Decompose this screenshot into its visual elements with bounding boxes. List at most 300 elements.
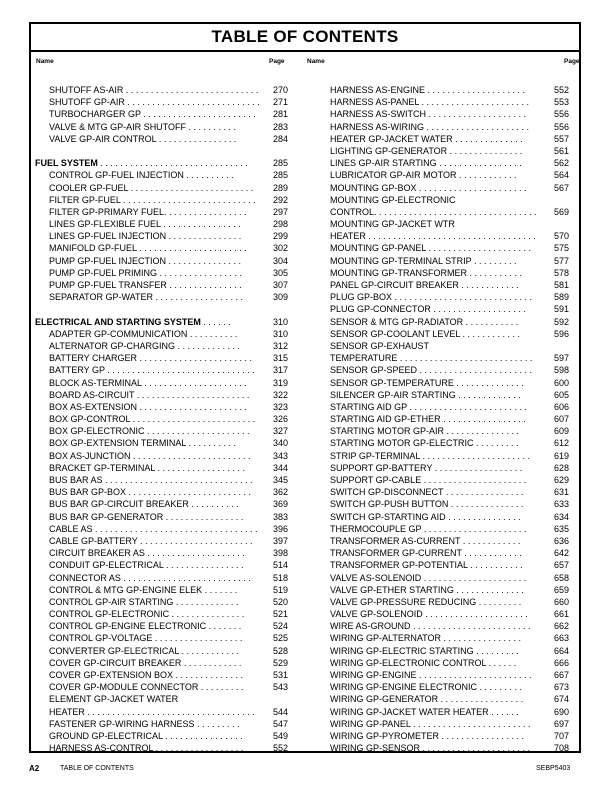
toc-entry[interactable] <box>35 632 288 644</box>
toc-entry[interactable] <box>316 206 569 218</box>
entry-page-number: 553 <box>553 97 569 108</box>
toc-entry[interactable] <box>35 535 288 547</box>
entry-label: TRANSFORMER GP-POTENTIAL . . . . . . . . . . . <box>330 560 523 571</box>
entry-page-number: 628 <box>553 462 569 473</box>
entry-label: MANIFOLD GP-FUEL . . . . . . . . . . . . . . . . . . . . . . <box>49 243 247 254</box>
entry-page-number: 549 <box>272 730 288 741</box>
toc-entry[interactable] <box>35 547 288 559</box>
left-column <box>35 84 288 754</box>
toc-entry[interactable] <box>316 450 569 462</box>
entry-label: WIRING GP-ENGINE ELECTRONIC . . . . . . . . . <box>330 682 523 693</box>
toc-entry[interactable] <box>35 242 288 254</box>
toc-entry[interactable] <box>35 328 288 340</box>
entry-label: PUMP GP-FUEL PRIMING . . . . . . . . . . . . . . . . . <box>49 267 243 278</box>
toc-entry[interactable] <box>316 230 569 242</box>
entry-label: VALVE GP-SOLENOID . . . . . . . . . . . . . . . . . . . . . <box>330 609 528 620</box>
entry-label: TEMPERATURE . . . . . . . . . . . . . . . . . . . . . . . . . . . <box>330 353 533 364</box>
entry-label: SENSOR GP-COOLANT LEVEL . . . . . . . . . . . . <box>330 328 521 339</box>
toc-entry[interactable] <box>316 462 569 474</box>
toc-entry[interactable] <box>35 401 288 413</box>
entry-page-number: 662 <box>553 621 569 632</box>
entry-page-number: 285 <box>272 158 288 169</box>
entry-label: CONNECTOR AS . . . . . . . . . . . . . . . . . . . . . . . . . . <box>49 572 251 583</box>
entry-label: STRIP GP-TERMINAL . . . . . . . . . . . . . . . . . . . . . . <box>330 450 531 461</box>
entry-page-number: 292 <box>272 194 288 205</box>
entry-page-number: 609 <box>553 426 569 437</box>
entry-page-number: 552 <box>272 743 288 754</box>
entry-page-number: 289 <box>272 182 288 193</box>
toc-entry[interactable] <box>316 669 569 681</box>
toc-entry[interactable] <box>316 377 569 389</box>
entry-page-number: 514 <box>272 560 288 571</box>
entry-page-number: 317 <box>272 365 288 376</box>
entry-label: CONTROL GP-FUEL INJECTION . . . . . . . . . . <box>49 170 234 181</box>
entry-label: BUS BAR GP-CIRCUIT BREAKER . . . . . . . . . . <box>49 499 239 510</box>
toc-entry[interactable] <box>316 121 569 133</box>
entry-label: LUBRICATOR GP-AIR MOTOR . . . . . . . . . . . . <box>330 170 517 181</box>
entry-page-number: 543 <box>272 682 288 693</box>
toc-entry[interactable] <box>316 535 569 547</box>
toc-entry[interactable] <box>35 121 288 133</box>
footer-page-code: A2 <box>29 764 40 773</box>
toc-entry[interactable] <box>35 218 288 230</box>
toc-entry[interactable] <box>35 84 288 96</box>
entry-page-number: 299 <box>272 231 288 242</box>
right-page-header: Page <box>564 58 580 65</box>
entry-page-number: 552 <box>553 85 569 95</box>
toc-entry[interactable] <box>316 620 569 632</box>
entry-label: BATTERY CHARGER . . . . . . . . . . . . . . . . . . . . . . . <box>49 353 253 364</box>
toc-entry[interactable] <box>316 133 569 145</box>
entry-page-number: 307 <box>272 280 288 290</box>
toc-entry[interactable] <box>35 267 288 279</box>
toc-entry[interactable] <box>35 572 288 584</box>
right-column <box>316 84 569 754</box>
toc-entry[interactable] <box>316 681 569 693</box>
entry-label: HARNESS AS-PANEL . . . . . . . . . . . . . . . . . . . . . . <box>330 97 530 108</box>
toc-entry[interactable] <box>35 693 288 705</box>
toc-entry[interactable] <box>316 706 569 718</box>
entry-label: ADAPTER GP-COMMUNICATION . . . . . . . . . . <box>49 328 238 339</box>
entry-label: CONTROL GP-ELECTRONIC . . . . . . . . . . . . . . . <box>49 609 245 620</box>
toc-entry[interactable] <box>35 389 288 401</box>
entry-page-number: 547 <box>272 718 288 729</box>
entry-label: SILENCER GP-AIR STARTING . . . . . . . . . . . . . <box>330 389 521 400</box>
toc-entry[interactable] <box>316 437 569 449</box>
toc-entry[interactable] <box>316 169 569 181</box>
entry-page-number: 315 <box>272 353 288 364</box>
entry-page-number: 575 <box>553 243 569 254</box>
entry-label: CABLE AS . . . . . . . . . . . . . . . . . . . . . . . . . . . . . . . . . <box>49 523 258 534</box>
toc-entry[interactable] <box>35 486 288 498</box>
toc-entry[interactable] <box>316 511 569 523</box>
spacer-row <box>35 145 288 157</box>
toc-entry[interactable] <box>35 718 288 730</box>
entry-page-number: 612 <box>553 438 569 449</box>
entry-label: WIRING GP-PANEL . . . . . . . . . . . . . . . . . . . . . . . . <box>330 718 531 729</box>
entry-page-number: 519 <box>272 584 288 595</box>
entry-label <box>35 157 248 169</box>
entry-page-number: 589 <box>553 292 569 303</box>
toc-entry[interactable] <box>316 584 569 596</box>
section-name: FUEL SYSTEM <box>35 158 98 169</box>
entry-page-number: 310 <box>272 328 288 339</box>
toc-entry[interactable] <box>35 584 288 596</box>
toc-entry[interactable] <box>35 474 288 486</box>
entry-page-number: 383 <box>272 511 288 522</box>
entry-page-number: 636 <box>553 535 569 546</box>
entry-page-number: 606 <box>553 401 569 412</box>
entry-page-number: 607 <box>553 414 569 425</box>
toc-entry[interactable] <box>35 194 288 206</box>
entry-page-number: 284 <box>272 133 288 144</box>
toc-entry[interactable] <box>316 145 569 157</box>
entry-label: COVER GP-CIRCUIT BREAKER . . . . . . . . . . . . <box>49 657 242 668</box>
entry-page-number: 659 <box>553 584 569 595</box>
toc-entry[interactable] <box>35 450 288 462</box>
toc-entry[interactable] <box>35 169 288 181</box>
entry-page-number: 569 <box>553 206 569 217</box>
entry-page-number: 673 <box>553 682 569 693</box>
entry-page-number: 596 <box>553 328 569 339</box>
entry-page-number: 600 <box>553 377 569 388</box>
toc-entry[interactable] <box>316 425 569 437</box>
entry-label: SWITCH GP-PUSH BUTTON . . . . . . . . . . . . . . . <box>330 499 524 510</box>
entry-page-number: 302 <box>272 243 288 254</box>
toc-entry[interactable] <box>316 108 569 120</box>
entry-page-number: 619 <box>553 450 569 461</box>
entry-label: HARNESS AS-ENGINE . . . . . . . . . . . . . . . . . . . . <box>330 85 526 95</box>
entry-page-number: 658 <box>553 572 569 583</box>
entry-label: THERMOCOUPLE GP . . . . . . . . . . . . . . . . . . . . . <box>330 523 527 534</box>
section-heading[interactable] <box>35 157 288 169</box>
entry-page-number: 556 <box>553 109 569 120</box>
entry-page-number: 319 <box>272 377 288 388</box>
toc-entry[interactable] <box>35 645 288 657</box>
toc-entry[interactable] <box>316 498 569 510</box>
entry-page-number: 521 <box>272 609 288 620</box>
toc-entry[interactable] <box>35 279 288 291</box>
entry-page-number: 297 <box>272 206 288 217</box>
entry-page-number: 578 <box>553 267 569 278</box>
entry-page-number: 326 <box>272 414 288 425</box>
entry-label: SENSOR GP-EXHAUST <box>330 340 430 351</box>
toc-entry[interactable] <box>35 511 288 523</box>
entry-label: WIRING GP-ALTERNATOR . . . . . . . . . . . . . . . . <box>330 633 522 644</box>
entry-page-number: 327 <box>272 426 288 437</box>
entry-page-number: 570 <box>553 231 569 242</box>
toc-entry[interactable] <box>316 693 569 705</box>
entry-label: BOX AS-JUNCTION . . . . . . . . . . . . . . . . . . . . . . . . <box>49 450 251 461</box>
entry-label: PLUG GP-CONNECTOR . . . . . . . . . . . . . . . . . . . <box>330 304 526 315</box>
entry-page-number: 322 <box>272 389 288 400</box>
entry-label: FILTER GP-PRIMARY FUEL. . . . . . . . . . . . . . . . . <box>49 206 247 217</box>
entry-label: BRACKET GP-TERMINAL . . . . . . . . . . . . . . . . . . <box>49 462 246 473</box>
toc-entry[interactable] <box>316 742 569 754</box>
toc-entry[interactable] <box>35 669 288 681</box>
toc-entry[interactable] <box>316 182 569 194</box>
toc-entry[interactable] <box>316 486 569 498</box>
toc-entry[interactable] <box>316 474 569 486</box>
entry-page-number: 581 <box>553 280 569 290</box>
entry-page-number: 707 <box>553 730 569 741</box>
entry-page-number: 310 <box>272 316 288 327</box>
entry-page-number: 398 <box>272 548 288 559</box>
entry-label: HEATER . . . . . . . . . . . . . . . . . . . . . . . . . . . . . . . . . . <box>330 231 536 242</box>
section-heading[interactable] <box>35 316 288 328</box>
entry-label: BUS BAR GP-GENERATOR . . . . . . . . . . . . . . . . <box>49 511 244 522</box>
entry-label: STARTING MOTOR GP-AIR . . . . . . . . . . . . . . . <box>330 426 520 437</box>
entry-label: WIRING GP-SENSOR . . . . . . . . . . . . . . . . . . . . . . <box>330 743 531 754</box>
toc-entry[interactable] <box>316 364 569 376</box>
toc-entry[interactable] <box>316 645 569 657</box>
entry-label: STARTING AID GP . . . . . . . . . . . . . . . . . . . . . . . . <box>330 401 528 412</box>
entry-label: MOUNTING GP-TERMINAL STRIP . . . . . . . . . <box>330 255 517 266</box>
entry-label: CONTROL GP-AIR STARTING . . . . . . . . . . . . . <box>49 596 239 607</box>
entry-page-number: 634 <box>553 511 569 522</box>
entry-page-number: 344 <box>272 462 288 473</box>
entry-label: FILTER GP-FUEL . . . . . . . . . . . . . . . . . . . . . . . . . . . <box>49 194 256 205</box>
entry-label: CONVERTER GP-ELECTRICAL . . . . . . . . . . . . <box>49 645 240 656</box>
entry-label: BUS BAR GP-BOX . . . . . . . . . . . . . . . . . . . . . . . . . <box>49 487 252 498</box>
toc-entry[interactable] <box>316 657 569 669</box>
toc-entry[interactable] <box>316 291 569 303</box>
toc-entry[interactable] <box>35 620 288 632</box>
toc-entry[interactable] <box>35 498 288 510</box>
toc-entry[interactable] <box>316 157 569 169</box>
entry-page-number: 285 <box>272 170 288 181</box>
toc-entry[interactable] <box>35 608 288 620</box>
toc-entry[interactable] <box>35 364 288 376</box>
toc-frame <box>29 22 581 753</box>
toc-entry[interactable] <box>316 559 569 571</box>
toc-entry[interactable] <box>316 84 569 96</box>
entry-label: MOUNTING GP-ELECTRONIC <box>330 194 456 205</box>
entry-label: SWITCH GP-DISCONNECT . . . . . . . . . . . . . . . . <box>330 487 524 498</box>
entry-page-number: 305 <box>272 267 288 278</box>
toc-entry[interactable] <box>316 316 569 328</box>
entry-page-number: 605 <box>553 389 569 400</box>
toc-entry[interactable] <box>316 352 569 364</box>
entry-page-number: 697 <box>553 718 569 729</box>
entry-label: MOUNTING GP-BOX . . . . . . . . . . . . . . . . . . . . . . <box>330 182 527 193</box>
entry-page-number: 362 <box>272 487 288 498</box>
toc-entry[interactable] <box>316 194 569 206</box>
toc-entry[interactable] <box>316 596 569 608</box>
entry-label: ELEMENT GP-JACKET WATER <box>49 694 179 705</box>
entry-page-number: 629 <box>553 475 569 485</box>
toc-entry[interactable] <box>35 291 288 303</box>
entry-label: GROUND GP-ELECTRICAL . . . . . . . . . . . . . . . . <box>49 730 243 741</box>
entry-page-number: 660 <box>553 596 569 607</box>
entry-label: VALVE AS-SOLENOID . . . . . . . . . . . . . . . . . . . . . <box>330 572 527 583</box>
toc-entry[interactable] <box>35 462 288 474</box>
entry-page-number: 529 <box>272 657 288 668</box>
toc-entry[interactable] <box>316 632 569 644</box>
entry-label: CONTROL & MTG GP-ENGINE ELEK . . . . . . . <box>49 584 238 595</box>
toc-entry[interactable] <box>35 681 288 693</box>
entry-label: MOUNTING GP-TRANSFORMER . . . . . . . . . . . <box>330 267 523 278</box>
entry-page-number: 631 <box>553 487 569 498</box>
toc-entry[interactable] <box>316 328 569 340</box>
leader-dots: . . . . . . <box>200 316 231 327</box>
entry-page-number: 345 <box>272 475 288 485</box>
toc-entry[interactable] <box>35 523 288 535</box>
toc-entry[interactable] <box>316 255 569 267</box>
entry-label: LIGHTING GP-GENERATOR . . . . . . . . . . . . . . . <box>330 145 523 156</box>
entry-page-number: 520 <box>272 596 288 607</box>
entry-label: SENSOR GP-TEMPERATURE . . . . . . . . . . . . . . <box>330 377 524 388</box>
toc-entry[interactable] <box>316 303 569 315</box>
toc-entry[interactable] <box>35 425 288 437</box>
entry-page-number: 298 <box>272 219 288 230</box>
entry-page-number: 528 <box>272 645 288 656</box>
entry-page-number: 666 <box>553 657 569 668</box>
entry-label: COVER GP-EXTENSION BOX . . . . . . . . . . . . . . <box>49 670 244 680</box>
entry-page-number: 556 <box>553 121 569 132</box>
entry-label: BUS BAR AS . . . . . . . . . . . . . . . . . . . . . . . . . . . . . . <box>49 475 253 485</box>
entry-page-number: 667 <box>553 670 569 680</box>
entry-label: WIRE AS-GROUND . . . . . . . . . . . . . . . . . . . . . . . . <box>330 621 531 632</box>
entry-label: CONTROL GP-VOLTAGE . . . . . . . . . . . . . . . . . . <box>49 633 243 644</box>
entry-page-number: 567 <box>553 182 569 193</box>
left-name-header: Name <box>36 58 54 65</box>
toc-entry[interactable] <box>35 596 288 608</box>
entry-page-number: 592 <box>553 316 569 327</box>
toc-entry[interactable] <box>316 572 569 584</box>
toc-entry[interactable] <box>316 267 569 279</box>
entry-label: TURBOCHARGER GP . . . . . . . . . . . . . . . . . . . . . . . <box>49 109 256 120</box>
entry-label: COVER GP-MODULE CONNECTOR . . . . . . . . . <box>49 682 244 693</box>
toc-entry[interactable] <box>35 706 288 718</box>
entry-label: BOX AS-EXTENSION . . . . . . . . . . . . . . . . . . . . . . <box>49 401 248 412</box>
toc-entry[interactable] <box>35 413 288 425</box>
entry-page-number: 661 <box>553 609 569 620</box>
toc-entry[interactable] <box>316 608 569 620</box>
entry-label: VALVE & MTG GP-AIR SHUTOFF . . . . . . . . . . <box>49 121 237 132</box>
toc-entry[interactable] <box>316 242 569 254</box>
toc-entry[interactable] <box>35 182 288 194</box>
entry-page-number: 518 <box>272 572 288 583</box>
entry-label: MOUNTING GP-JACKET WTR <box>330 219 455 230</box>
section-name: ELECTRICAL AND STARTING SYSTEM <box>35 316 201 327</box>
toc-entry[interactable] <box>316 279 569 291</box>
toc-entry[interactable] <box>316 547 569 559</box>
entry-page-number: 663 <box>553 633 569 644</box>
entry-label: BATTERY GP . . . . . . . . . . . . . . . . . . . . . . . . . . . . . . <box>49 365 255 376</box>
entry-page-number: 561 <box>553 145 569 156</box>
entry-label: TRANSFORMER GP-CURRENT . . . . . . . . . . . . <box>330 548 522 559</box>
entry-page-number: 664 <box>553 645 569 656</box>
toc-entry[interactable] <box>35 437 288 449</box>
entry-label: ALTERNATOR GP-CHARGING . . . . . . . . . . . . . <box>49 340 241 351</box>
toc-entry[interactable] <box>35 657 288 669</box>
toc-entry[interactable] <box>316 718 569 730</box>
entry-label: SHUTOFF GP-AIR . . . . . . . . . . . . . . . . . . . . . . . . . . . <box>49 97 260 108</box>
entry-page-number: 283 <box>272 121 288 132</box>
entry-label: LINES GP-AIR STARTING . . . . . . . . . . . . . . . . . <box>330 158 522 169</box>
entry-page-number: 642 <box>553 548 569 559</box>
entry-label: SWITCH GP-STARTING AID . . . . . . . . . . . . . . . <box>330 511 521 522</box>
toc-entry[interactable] <box>316 96 569 108</box>
toc-entry[interactable] <box>35 133 288 145</box>
entry-page-number: 635 <box>553 523 569 534</box>
toc-entry[interactable] <box>316 401 569 413</box>
toc-entry[interactable] <box>35 559 288 571</box>
toc-entry[interactable] <box>35 742 288 754</box>
entry-label: VALVE GP-ETHER STARTING . . . . . . . . . . . . . . <box>330 584 524 595</box>
toc-entry[interactable] <box>316 218 569 230</box>
entry-page-number: 271 <box>272 97 288 108</box>
toc-entry[interactable] <box>316 413 569 425</box>
entry-label: LINES GP-FLEXIBLE FUEL . . . . . . . . . . . . . . . . <box>49 219 241 230</box>
footer-section: TABLE OF CONTENTS <box>60 765 134 772</box>
entry-label: HARNESS AS-WIRING . . . . . . . . . . . . . . . . . . . . . <box>330 121 530 132</box>
entry-page-number: 340 <box>272 438 288 449</box>
entry-page-number: 674 <box>553 694 569 705</box>
entry-page-number: 690 <box>553 706 569 717</box>
toc-entry[interactable] <box>35 352 288 364</box>
entry-label: SHUTOFF AS-AIR . . . . . . . . . . . . . . . . . . . . . . . . . . . <box>49 85 259 95</box>
toc-entry[interactable] <box>316 523 569 535</box>
entry-page-number: 397 <box>272 535 288 546</box>
entry-label: VALVE GP-AIR CONTROL . . . . . . . . . . . . . . . . <box>49 133 237 144</box>
toc-entry[interactable] <box>35 377 288 389</box>
entry-label: CONDUIT GP-ELECTRICAL . . . . . . . . . . . . . . . . <box>49 560 244 571</box>
entry-label: SUPPORT GP-CABLE . . . . . . . . . . . . . . . . . . . . . <box>330 475 527 485</box>
entry-label: BOARD AS-CIRCUIT . . . . . . . . . . . . . . . . . . . . . . . <box>49 389 250 400</box>
entry-label: STARTING AID GP-ETHER . . . . . . . . . . . . . . . . . <box>330 414 526 425</box>
toc-entry[interactable] <box>35 340 288 352</box>
entry-page-number: 597 <box>553 353 569 364</box>
toc-entry[interactable] <box>316 340 569 352</box>
entry-label: WIRING GP-ELECTRIC STARTING . . . . . . . . . <box>330 645 519 656</box>
toc-entry[interactable] <box>35 255 288 267</box>
entry-label: COOLER GP-FUEL . . . . . . . . . . . . . . . . . . . . . . . . . <box>49 182 254 193</box>
entry-page-number: 270 <box>272 85 288 95</box>
entry-label: FASTENER GP-WIRING HARNESS . . . . . . . . . <box>49 718 240 729</box>
toc-entry[interactable] <box>316 730 569 742</box>
entry-page-number: 708 <box>553 743 569 754</box>
entry-page-number: 309 <box>272 292 288 303</box>
entry-label: PANEL GP-CIRCUIT BREAKER . . . . . . . . . . . . <box>330 280 519 290</box>
entry-page-number: 531 <box>272 670 288 680</box>
entry-label: TRANSFORMER AS-CURRENT . . . . . . . . . . . . <box>330 535 521 546</box>
entry-page-number: 598 <box>553 365 569 376</box>
entry-page-number: 657 <box>553 560 569 571</box>
entry-page-number: 544 <box>272 706 288 717</box>
entry-page-number: 577 <box>553 255 569 266</box>
toc-entry[interactable] <box>35 730 288 742</box>
entry-label: CIRCUIT BREAKER AS . . . . . . . . . . . . . . . . . . . . <box>49 548 245 559</box>
toc-entry[interactable] <box>35 230 288 242</box>
entry-label: PLUG GP-BOX . . . . . . . . . . . . . . . . . . . . . . . . . . . . <box>330 292 533 303</box>
entry-label: SUPPORT GP-BATTERY . . . . . . . . . . . . . . . . . . <box>330 462 523 473</box>
toc-entry[interactable] <box>35 108 288 120</box>
right-name-header: Name <box>307 58 325 65</box>
entry-label: WIRING GP-ENGINE . . . . . . . . . . . . . . . . . . . . . . . <box>330 670 532 680</box>
toc-entry[interactable] <box>35 96 288 108</box>
entry-label: CONTROL GP-ENGINE ELECTRONIC . . . . . . . <box>49 621 242 632</box>
entry-page-number: 312 <box>272 340 288 351</box>
entry-label: SEPARATOR GP-WATER . . . . . . . . . . . . . . . . . . <box>49 292 244 303</box>
entry-label: SENSOR & MTG GP-RADIATOR . . . . . . . . . . . <box>330 316 519 327</box>
entry-label: HARNESS AS-CONTROL . . . . . . . . . . . . . . . . . . <box>49 743 244 754</box>
entry-label: WIRING GP-PYROMETER . . . . . . . . . . . . . . . . . <box>330 730 525 741</box>
toc-entry[interactable] <box>316 389 569 401</box>
toc-entry[interactable] <box>35 206 288 218</box>
entry-label: VALVE GP-PRESSURE REDUCING . . . . . . . . . <box>330 596 522 607</box>
